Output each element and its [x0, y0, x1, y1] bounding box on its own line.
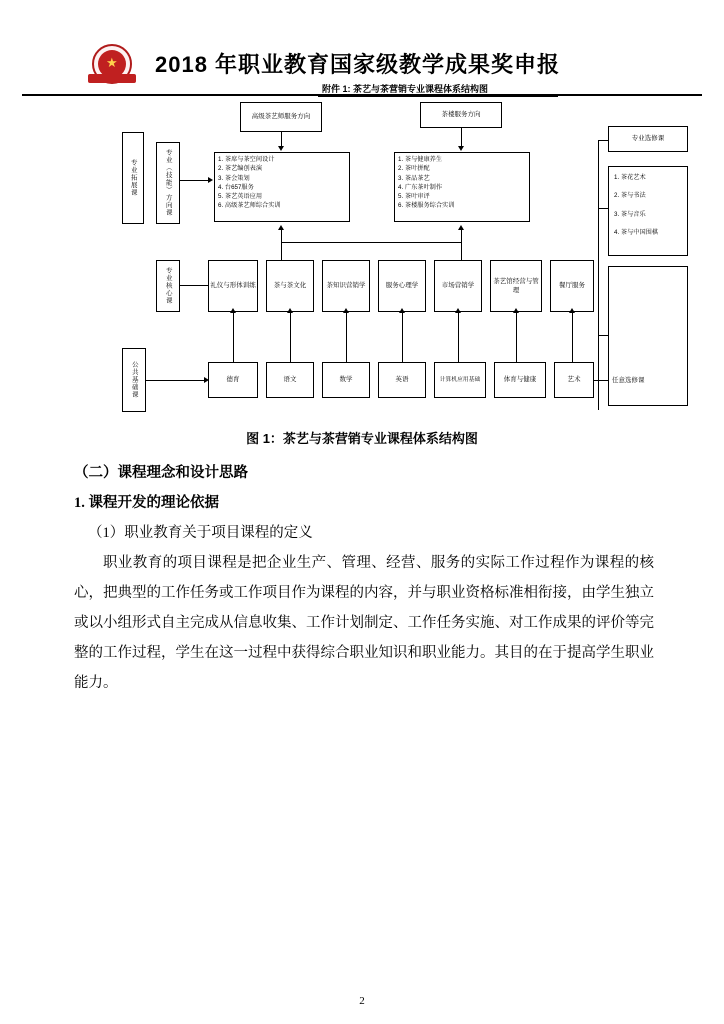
connector-line: [594, 380, 608, 381]
connector-line: [461, 230, 462, 260]
core-course-3: 茶知识营销学: [322, 260, 370, 312]
page-title: 2018 年职业教育国家级教学成果奖申报: [155, 52, 561, 77]
core-course-1: 礼仪与形体训练: [208, 260, 258, 312]
category-major-core: 专业核心课: [156, 260, 180, 312]
attachment-caption: 附件 1: 茶艺与茶营销专业课程体系结构图: [322, 84, 489, 94]
connector-line: [598, 208, 608, 209]
connector-arrow: [208, 177, 213, 183]
course-system-diagram: [22, 80, 702, 446]
connector-arrow: [458, 146, 464, 151]
heading-section: （二）课程理念和设计思路: [74, 465, 248, 481]
national-emblem-icon: ★: [86, 44, 138, 84]
connector-arrow: [569, 308, 575, 313]
connector-arrow: [458, 225, 464, 230]
connector-arrow: [343, 308, 349, 313]
connector-arrow: [399, 308, 405, 313]
page-number: 2: [359, 995, 365, 1007]
basic-course-1: 德育: [208, 362, 258, 398]
basic-course-2: 语文: [266, 362, 314, 398]
paragraph-1: 职业教育的项目课程是把企业生产、管理、经营、服务的实际工作过程作为课程的核心，把典型的工作任务或工作项目作为课程的内容，并与职业资格标准相衔接，由学生独立或以小组形式自主完成从信息收集、工作计划制定、工作任务实施、对工作成果的评价等完整的工作过程，学生在这一过程中获得综合职业知识和职业能力。其目的在于提高学生职业能力。: [74, 555, 654, 691]
basic-course-6: 体育与健康: [494, 362, 546, 398]
heading-sub1: 1. 课程开发的理论依据: [74, 495, 219, 511]
category-public-basic: 公共基础课: [122, 348, 146, 412]
connector-line: [598, 140, 599, 410]
elective-header: 专业选修课: [608, 126, 688, 152]
document-body: [74, 458, 654, 698]
basic-course-4: 英语: [378, 362, 426, 398]
connector-line: [572, 312, 573, 362]
direction-header-tea-service: 茶楼服务方向: [420, 102, 502, 128]
core-course-6: 茶艺馆经营与管理: [490, 260, 542, 312]
document-header: [0, 22, 724, 77]
free-elective-label: 任意选修课: [612, 376, 645, 384]
connector-arrow: [513, 308, 519, 313]
connector-line: [458, 312, 459, 362]
connector-line: [516, 312, 517, 362]
direction-course-list-left: 1. 茶席与茶空间设计 2. 茶艺编创表演 3. 茶会策划 4. 台657服务 5. 茶艺英语应用 6. 高级茶艺师综合实训: [214, 152, 350, 222]
connector-line: [146, 380, 204, 381]
connector-arrow: [230, 308, 236, 313]
connector-line: [598, 335, 608, 336]
core-course-4: 服务心理学: [378, 260, 426, 312]
basic-course-7: 艺术: [554, 362, 594, 398]
connector-arrow: [278, 146, 284, 151]
attachment-caption-underline: [318, 96, 558, 97]
connector-line: [461, 128, 462, 148]
connector-line: [233, 312, 234, 362]
connector-line: [402, 312, 403, 362]
direction-header-tea-art-teacher: 高级茶艺师服务方向: [240, 102, 322, 132]
category-major-extension: 专业拓展课: [122, 132, 144, 224]
free-elective-box: [608, 266, 688, 406]
connector-line: [290, 312, 291, 362]
connector-arrow: [278, 225, 284, 230]
connector-line: [281, 230, 282, 260]
direction-course-list-right: 1. 茶与健康养生 2. 茶叶拼配 3. 茶品茶艺 4. 广东茶叶制作 5. 茶叶审评 6. 茶楼服务综合实训: [394, 152, 530, 222]
connector-line: [281, 242, 461, 243]
category-major-direction: 专业（技能）方向课: [156, 142, 180, 224]
connector-arrow: [455, 308, 461, 313]
core-course-5: 市场营销学: [434, 260, 482, 312]
core-course-2: 茶与茶文化: [266, 260, 314, 312]
elective-course-list: 1. 茶花艺术 2. 茶与书法 3. 茶与音乐 4. 茶与中国围棋: [608, 166, 688, 256]
figure-caption: 图 1：茶艺与茶营销专业课程体系结构图: [246, 431, 478, 446]
connector-line: [180, 180, 208, 181]
connector-line: [346, 312, 347, 362]
basic-course-5: 计算机应用基础: [434, 362, 486, 398]
core-course-7: 餐厅服务: [550, 260, 594, 312]
connector-arrow: [287, 308, 293, 313]
basic-course-3: 数学: [322, 362, 370, 398]
heading-item1: （1）职业教育关于项目课程的定义: [88, 525, 313, 541]
connector-line: [598, 140, 608, 141]
